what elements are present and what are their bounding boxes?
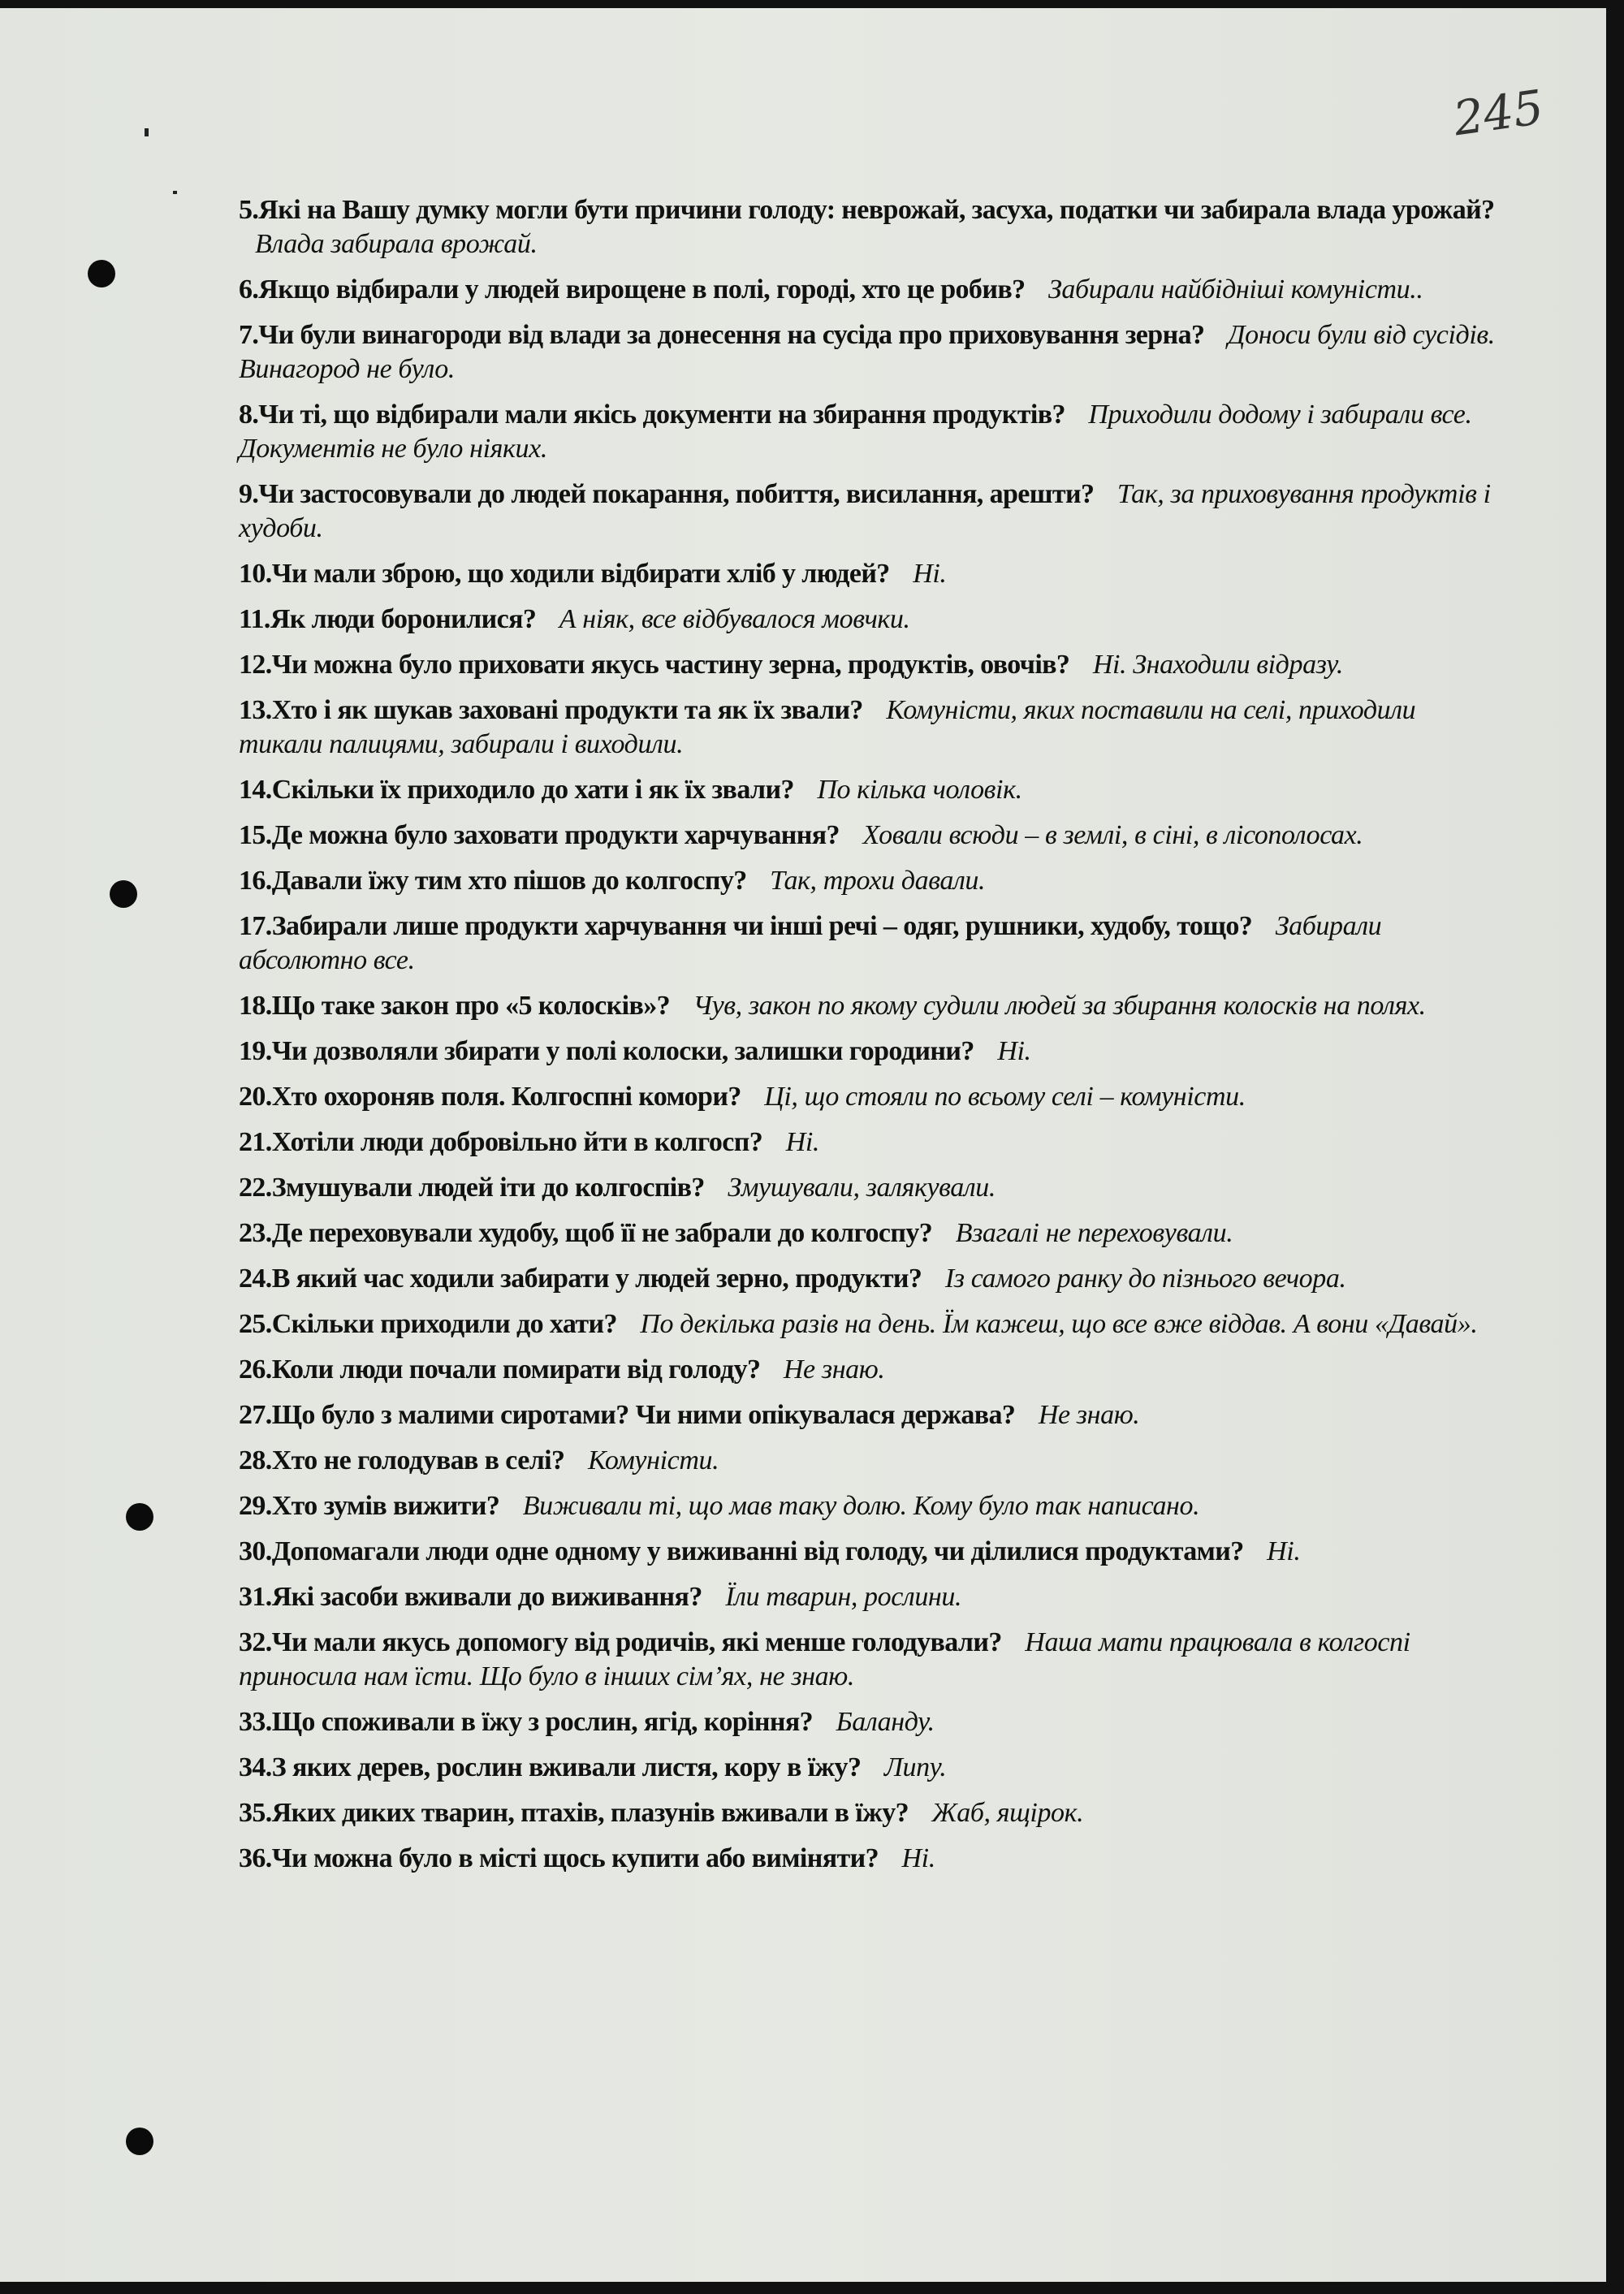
question-item [239, 1216, 1497, 1251]
punch-hole [126, 1503, 153, 1531]
answer-text: Так, трохи давали. [770, 866, 986, 896]
answer-text: Виживали ті, що мав таку долю. Кому було так написано. [522, 1491, 1200, 1521]
question-item [239, 989, 1497, 1023]
question-item [239, 603, 1497, 637]
question-text: 17.Забирали лише продукти харчування чи інші речі – одяг, рушники, худобу, тощо? [239, 911, 1253, 941]
answer-text: Забирали найбідніші комуністи.. [1048, 274, 1423, 305]
answer-text: Змушували, залякували. [728, 1173, 996, 1203]
questionnaire-list [239, 193, 1497, 1887]
answer-text: Із самого ранку до пізнього вечора. [944, 1264, 1346, 1294]
question-item [239, 193, 1497, 261]
question-text: 31.Які засоби вживали до виживання? [239, 1582, 702, 1612]
handwritten-page-number: 245 [1449, 79, 1547, 147]
question-text: 25.Скільки приходили до хати? [239, 1309, 617, 1339]
question-item [239, 648, 1497, 682]
question-item [239, 1626, 1497, 1694]
punch-hole [126, 2128, 153, 2155]
answer-text: Влада забирала врожай. [255, 229, 538, 259]
scan-mark [173, 191, 177, 194]
question-item [239, 477, 1497, 546]
answer-text: По кілька чоловік. [817, 775, 1022, 805]
question-text: 35.Яких диких тварин, птахів, плазунів вживали в їжу? [239, 1798, 909, 1828]
question-text: 27.Що було з малими сиротами? Чи ними опікувалася держава? [239, 1400, 1016, 1430]
question-text: 9.Чи застосовували до людей покарання, побиття, висилання, арешти? [239, 479, 1095, 509]
question-text: 7.Чи були винагороди від влади за донесення на сусіда про приховування зерна? [239, 320, 1205, 350]
question-text: 32.Чи мали якусь допомогу від родичів, які менше голодували? [239, 1627, 1002, 1657]
answer-text: Липу. [883, 1752, 947, 1782]
answer-text: Ні. [901, 1843, 935, 1873]
question-item [239, 1535, 1497, 1569]
answer-text: Ховали всюди – в землі, в сіні, в лісополосах. [862, 820, 1363, 850]
answer-text: Ці, що стояли по всьому селі – комуністи. [764, 1082, 1246, 1112]
answer-text: Ні. Знаходили відразу. [1092, 650, 1343, 680]
question-text: 18.Що таке закон про «5 колосків»? [239, 991, 671, 1021]
answer-text: Ні. [1267, 1536, 1301, 1566]
answer-text: Комуністи, яких поставили на селі, приходили тикали палицями, забирали і виходили. [239, 695, 1416, 759]
answer-text: Їли тварин, рослини. [725, 1582, 962, 1612]
answer-text: Ні. [997, 1036, 1031, 1066]
answer-text: Забирали абсолютно все. [239, 911, 1382, 975]
question-text: 34.З яких дерев, рослин вживали листя, кору в їжу? [239, 1752, 862, 1782]
question-item [239, 1125, 1497, 1160]
question-text: 30.Допомагали люди одне одному у виживанні від голоду, чи ділилися продуктами? [239, 1536, 1244, 1566]
answer-text: Не знаю. [1038, 1400, 1140, 1430]
answer-text: Чув, закон по якому судили людей за збирання колосків на полях. [693, 991, 1426, 1021]
question-text: 23.Де переховували худобу, щоб її не забрали до колгоспу? [239, 1218, 933, 1248]
answer-text: Ні. [913, 559, 947, 589]
answer-text: Комуністи. [587, 1445, 719, 1475]
question-text: 29.Хто зумів вижити? [239, 1491, 500, 1521]
scan-mark [145, 128, 149, 136]
answer-text: А ніяк, все відбувалося мовчки. [559, 604, 910, 634]
answer-text: По декілька разів на день. Їм кажеш, що все вже віддав. А вони «Давай». [640, 1309, 1478, 1339]
question-text: 26.Коли люди почали помирати від голоду? [239, 1354, 761, 1385]
question-item [239, 557, 1497, 591]
question-text: 33.Що споживали в їжу з рослин, ягід, коріння? [239, 1707, 814, 1737]
question-item [239, 1580, 1497, 1614]
question-item [239, 1171, 1497, 1205]
question-item [239, 1842, 1497, 1876]
question-text: 15.Де можна було заховати продукти харчування? [239, 820, 840, 850]
question-text: 8.Чи ті, що відбирали мали якісь документи на збирання продуктів? [239, 400, 1065, 430]
question-text: 22.Змушували людей іти до колгоспів? [239, 1173, 705, 1203]
question-item [239, 318, 1497, 387]
answer-text: Так, за приховування продуктів і худоби. [239, 479, 1491, 543]
question-item [239, 1080, 1497, 1114]
question-item [239, 909, 1497, 978]
question-item [239, 1751, 1497, 1785]
answer-text: Приходили додому і забирали все. Документів не було ніяких. [239, 400, 1472, 464]
question-item [239, 693, 1497, 762]
question-item [239, 1353, 1497, 1387]
question-text: 24.В який час ходили забирати у людей зерно, продукти? [239, 1264, 922, 1294]
answer-text: Наша мати працювала в колгоспі приносила нам їсти. Що було в інших сім’ях, не знаю. [239, 1627, 1410, 1691]
question-text: 19.Чи дозволяли збирати у полі колоски, залишки городини? [239, 1036, 974, 1066]
answer-text: Не знаю. [783, 1354, 885, 1385]
question-item [239, 773, 1497, 807]
question-item [239, 1307, 1497, 1341]
answer-text: Жаб, ящірок. [931, 1798, 1084, 1828]
question-item [239, 819, 1497, 853]
question-text: 11.Як люди боронилися? [239, 604, 537, 634]
question-text: 5.Які на Вашу думку могли бути причини голоду: неврожай, засуха, податки чи забирала влада урожай? [239, 195, 1495, 225]
question-item [239, 864, 1497, 898]
question-text: 12.Чи можна було приховати якусь частину зерна, продуктів, овочів? [239, 650, 1070, 680]
answer-text: Ні. [785, 1127, 819, 1157]
answer-text: Доноси були від сусідів. Винагород не було. [239, 320, 1495, 384]
question-text: 13.Хто і як шукав заховані продукти та як їх звали? [239, 695, 863, 725]
question-item [239, 1444, 1497, 1478]
question-text: 10.Чи мали зброю, що ходили відбирати хліб у людей? [239, 559, 890, 589]
punch-hole [88, 260, 115, 287]
answer-text: Взагалі не переховували. [955, 1218, 1233, 1248]
question-text: 16.Давали їжу тим хто пішов до колгоспу? [239, 866, 747, 896]
question-item [239, 1398, 1497, 1432]
question-item [239, 1705, 1497, 1739]
question-text: 21.Хотіли люди добровільно йти в колгосп? [239, 1127, 763, 1157]
question-item [239, 398, 1497, 466]
question-item [239, 1262, 1497, 1296]
question-item [239, 1035, 1497, 1069]
question-text: 28.Хто не голодував в селі? [239, 1445, 565, 1475]
question-text: 6.Якщо відбирали у людей вирощене в полі, городі, хто це робив? [239, 274, 1026, 305]
question-item [239, 1489, 1497, 1523]
question-text: 14.Скільки їх приходило до хати і як їх звали? [239, 775, 794, 805]
document-page [0, 8, 1606, 2282]
question-item [239, 273, 1497, 307]
question-item [239, 1796, 1497, 1830]
question-text: 20.Хто охороняв поля. Колгоспні комори? [239, 1082, 741, 1112]
answer-text: Баланду. [836, 1707, 935, 1737]
punch-hole [110, 880, 137, 908]
question-text: 36.Чи можна було в місті щось купити або виміняти? [239, 1843, 879, 1873]
